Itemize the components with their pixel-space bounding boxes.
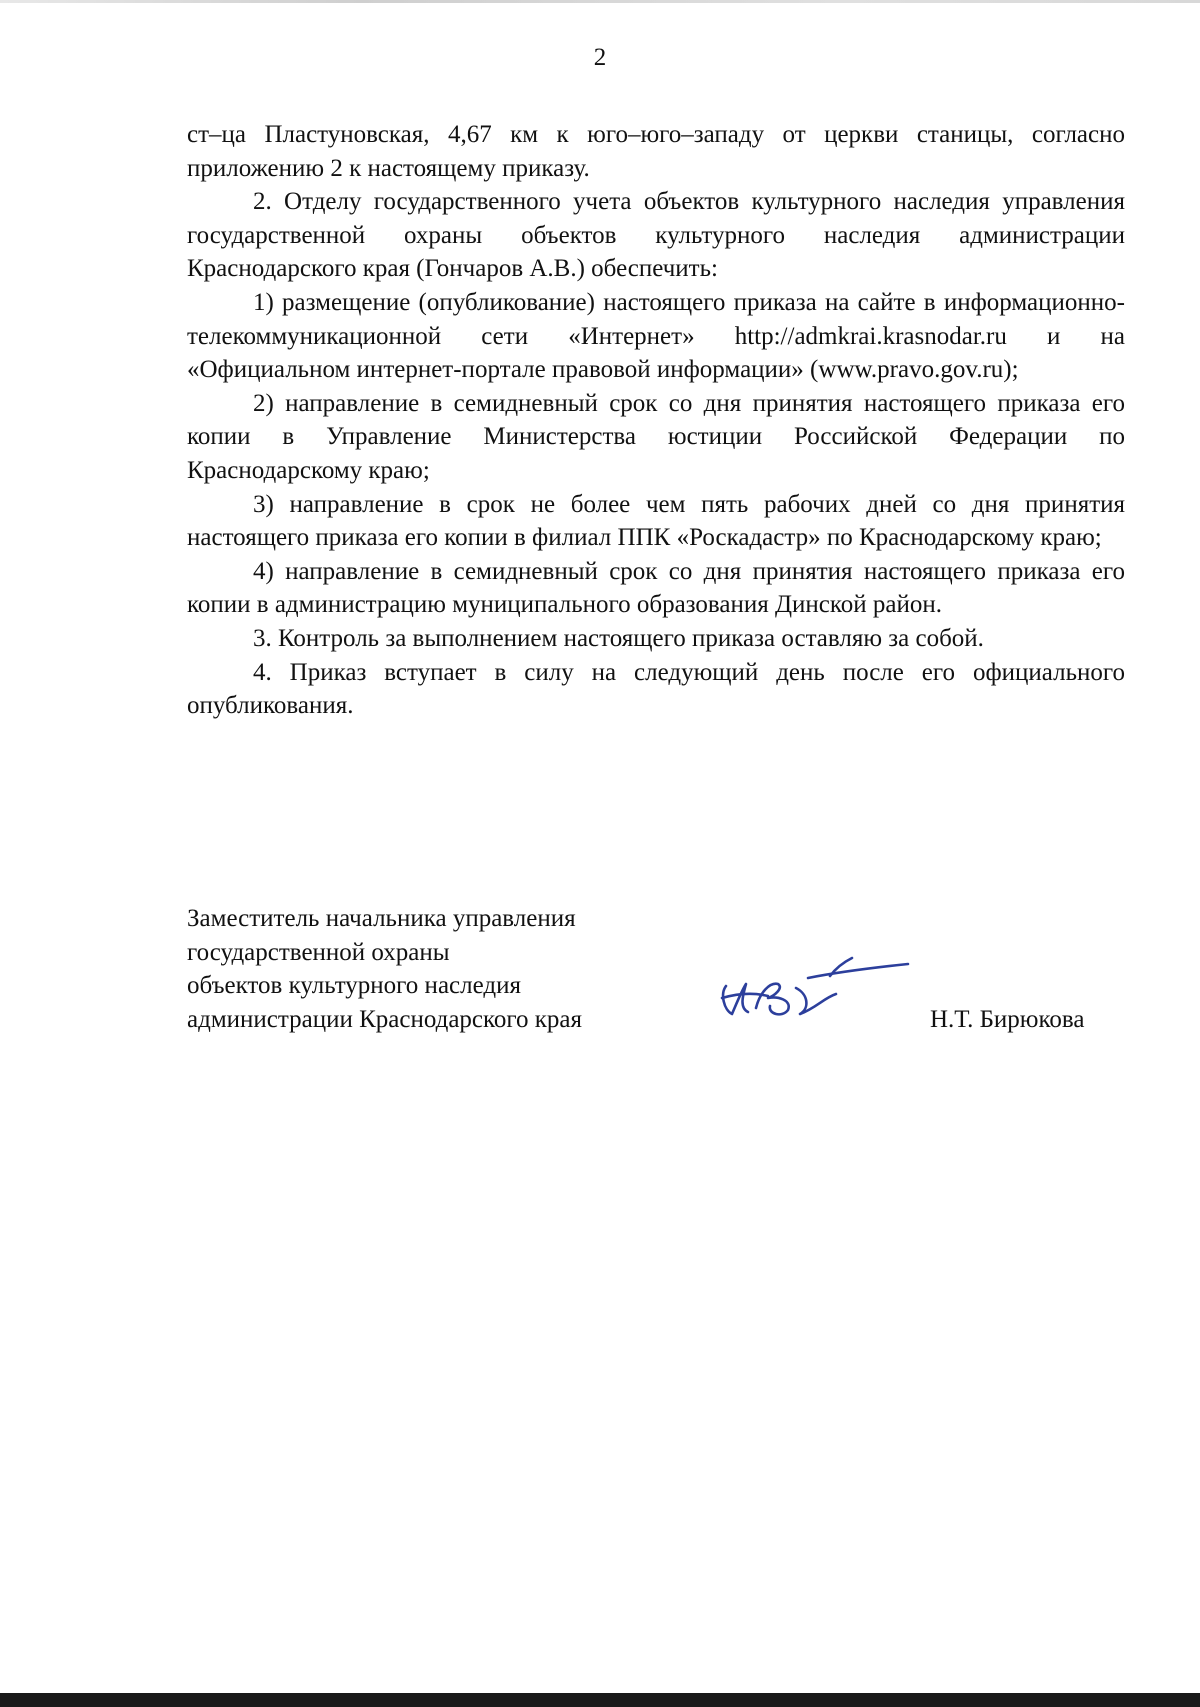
position-line: государственной охраны xyxy=(187,938,450,966)
page-number: 2 xyxy=(593,44,607,71)
document-body xyxy=(187,118,1125,723)
paragraph-subitem-4: 4) направление в семидневный срок со дня принятия настоящего приказа его копии в администрацию муниципального образования Динской район. xyxy=(187,557,1125,619)
position-line: Заместитель начальника управления xyxy=(187,905,576,932)
paragraph-continuation: ст–ца Пластуновская, 4,67 км к юго–юго–западу от церкви станицы, согласно приложению 2 к настоящему приказу. xyxy=(187,121,1125,182)
signer-name: Н.Т. Бирюкова xyxy=(930,1006,1085,1033)
paragraph-item-4: 4. Приказ вступает в силу на следующий день после его официального опубликования. xyxy=(187,658,1125,720)
paragraph-subitem-3: 3) направление в срок не более чем пять рабочих дней со дня принятия настоящего приказа его копии в филиал ППК «Роскадастр» по Краснодарскому краю; xyxy=(187,490,1125,552)
handwritten-signature xyxy=(712,950,912,1030)
scan-edge-top xyxy=(0,0,1200,3)
scan-edge-bottom xyxy=(0,1693,1200,1707)
paragraph-item-3: 3. Контроль за выполнением настоящего приказа оставляю за собой. xyxy=(253,624,984,652)
position-line: объектов культурного наследия xyxy=(187,972,521,1000)
position-line: администрации Краснодарского края xyxy=(187,1005,583,1033)
signatory-position xyxy=(187,902,637,1036)
paragraph-subitem-1: 1) размещение (опубликование) настоящего приказа на сайте в информационно-телекоммуникационной сети «Интернет» http://admkrai.krasnodar.ru и на «Официальном интернет-портале правовой информации» (www.pravo.gov.ru); xyxy=(187,288,1125,384)
paragraph-item-2: 2. Отделу государственного учета объектов культурного наследия управления государственной охраны объектов культурного наследия администрации Краснодарского края (Гончаров А.В.) обеспечить: xyxy=(187,188,1125,283)
paragraph-subitem-2: 2) направление в семидневный срок со дня принятия настоящего приказа его копии в Управление Министерства юстиции Российской Федерации по Краснодарскому краю; xyxy=(187,389,1125,484)
